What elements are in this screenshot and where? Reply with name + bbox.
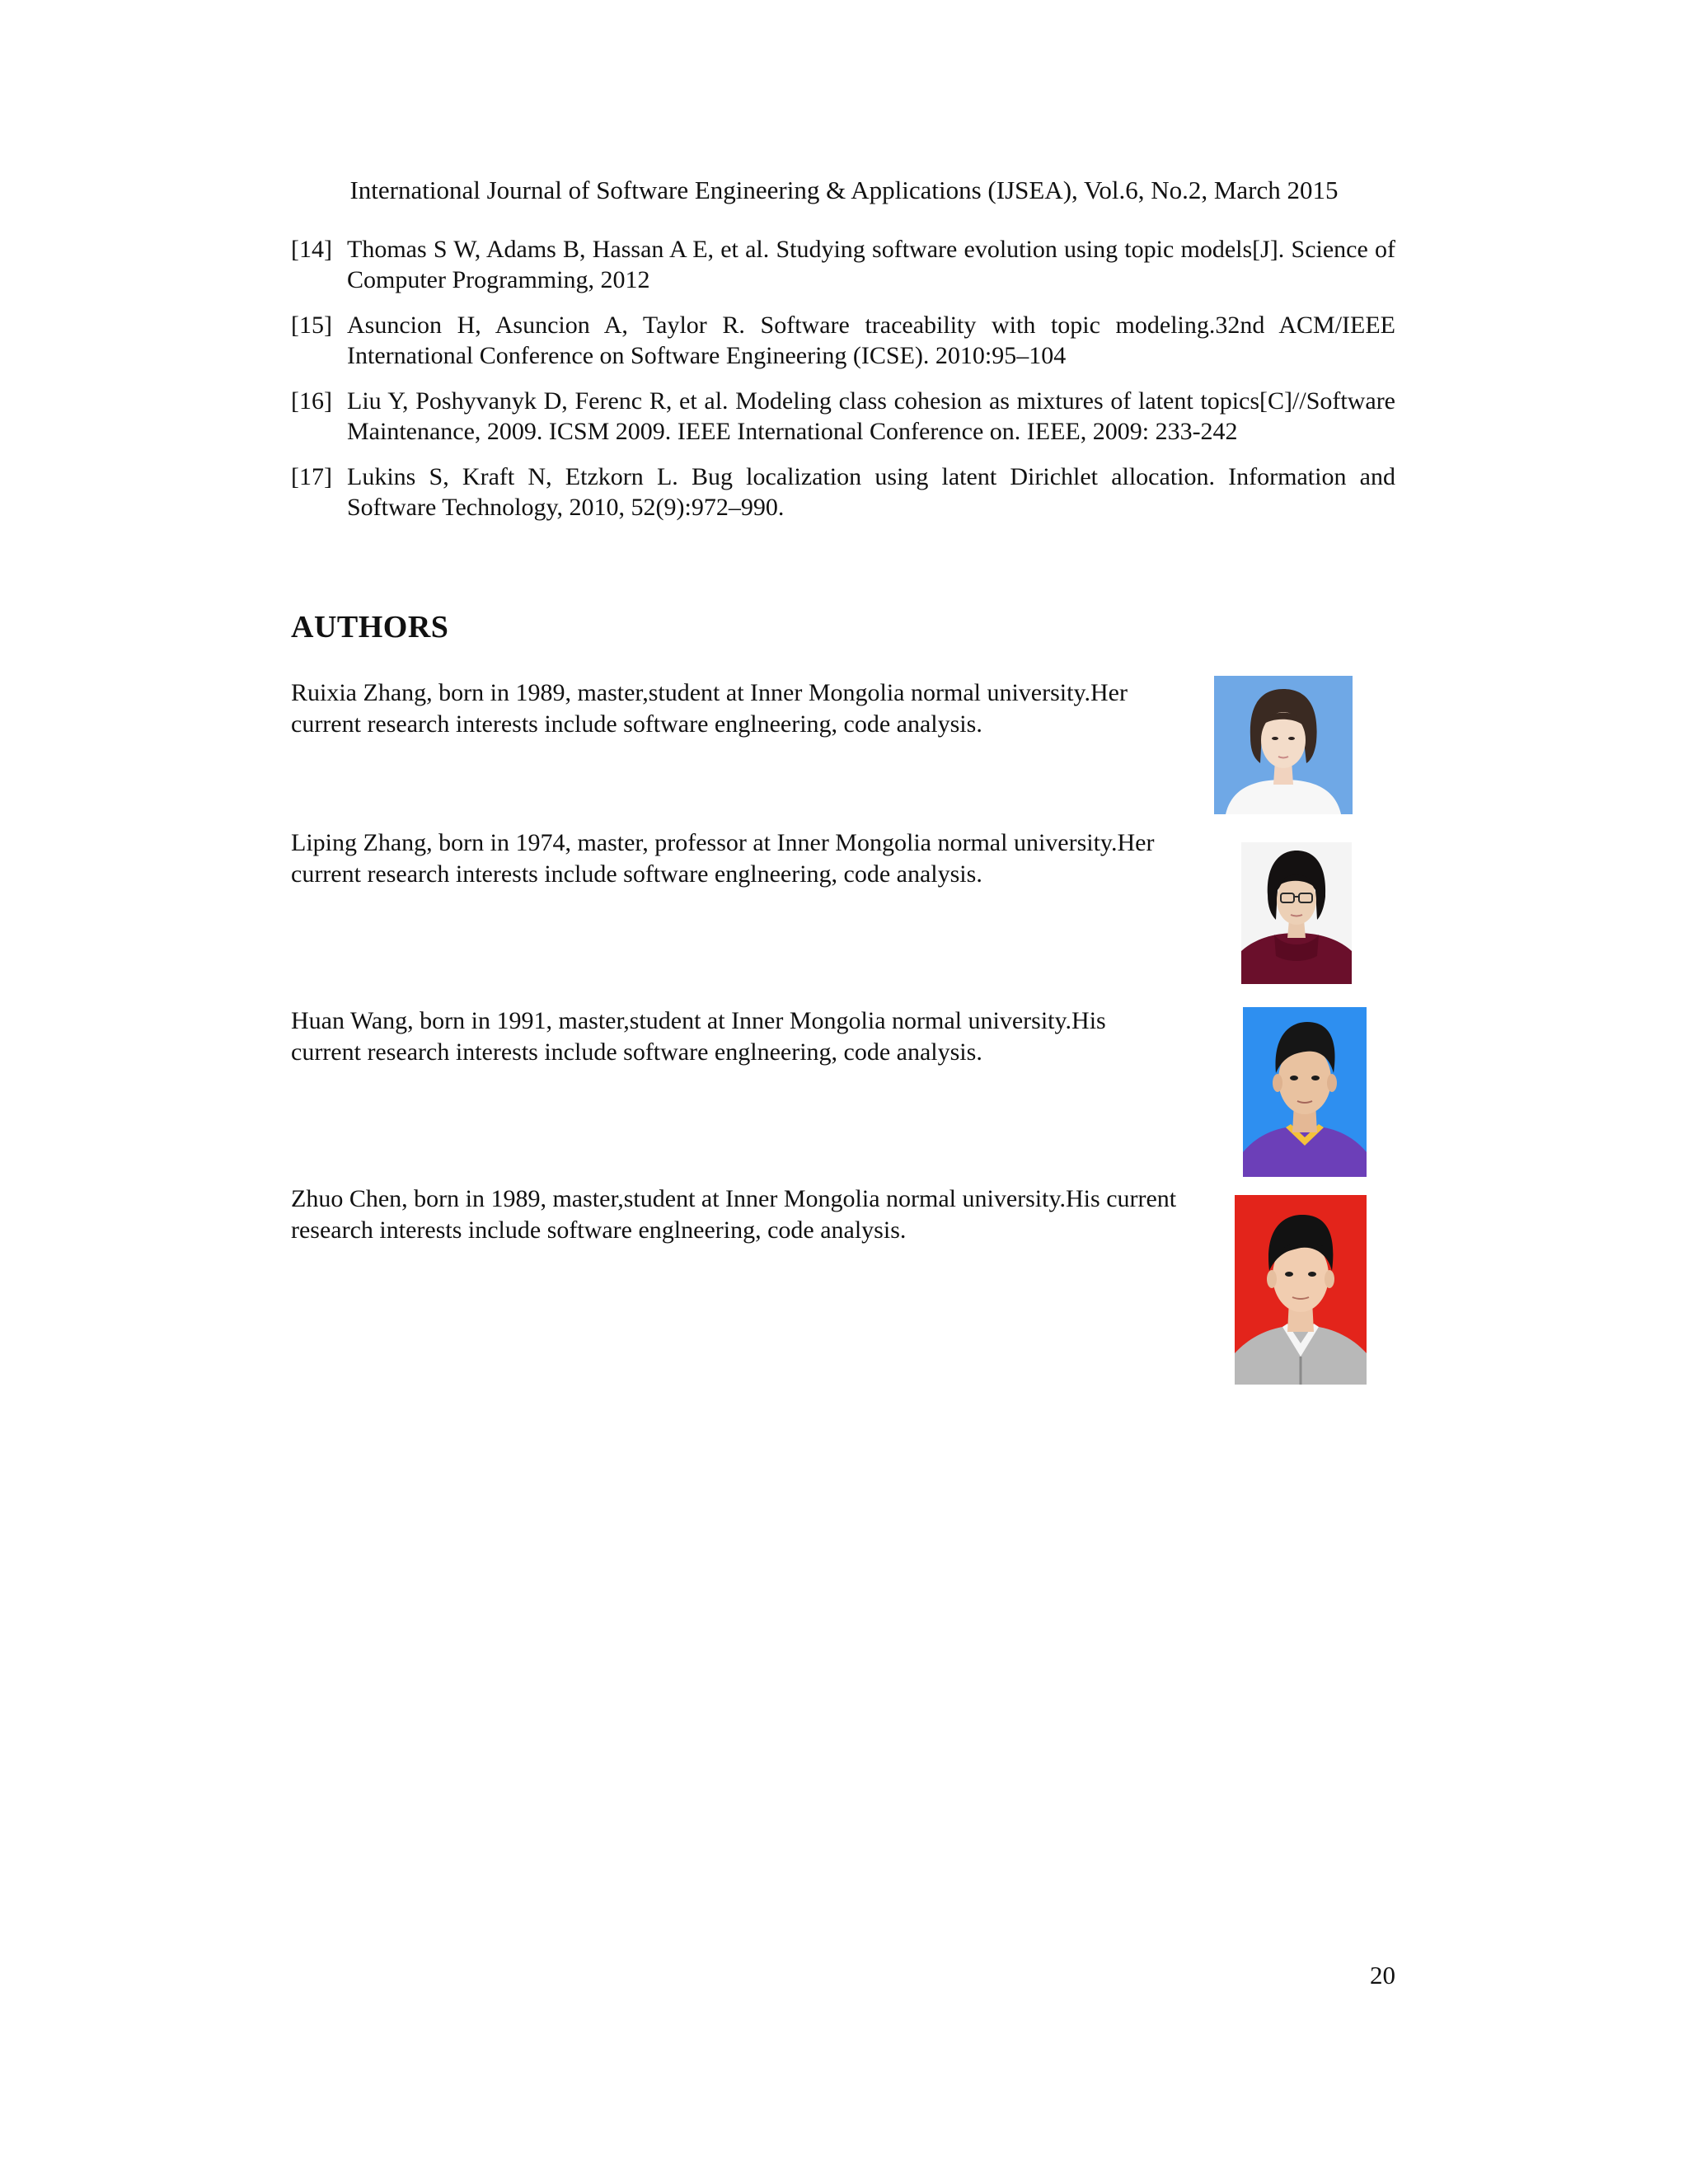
reference-number: [14] (291, 236, 332, 263)
author-photo-zhuo-chen (1235, 1195, 1367, 1385)
portrait-image (1235, 1195, 1367, 1385)
reference-list (291, 234, 1395, 537)
reference-item (291, 310, 1395, 371)
author-photo-ruixia-zhang (1214, 676, 1353, 814)
reference-number: [15] (291, 312, 332, 339)
reference-number: [17] (291, 463, 332, 490)
authors-heading: AUTHORS (291, 610, 449, 644)
reference-item (291, 386, 1395, 447)
portrait-image (1243, 1007, 1367, 1177)
reference-text: Thomas S W, Adams B, Hassan A E, et al. Studying software evolution using topic models[J]. Science of Computer Programming, 2012 (347, 236, 1395, 293)
page-number: 20 (1370, 1961, 1395, 1990)
portrait-image (1214, 676, 1353, 814)
reference-text: Lukins S, Kraft N, Etzkorn L. Bug localization using latent Dirichlet allocation. Information and Software Technology, 2010, 52(9):972–990. (347, 463, 1395, 521)
author-bio-liping-zhang: Liping Zhang, born in 1974, master, professor at Inner Mongolia normal university.Her current research interests include software englneering, code analysis. (291, 829, 1155, 888)
author-bio-huan-wang: Huan Wang, born in 1991, master,student at Inner Mongolia normal university.His current research interests include software englneering, code analysis. (291, 1007, 1106, 1066)
author-photo-liping-zhang (1241, 842, 1352, 984)
portrait-image (1241, 842, 1352, 984)
author-bio-ruixia-zhang: Ruixia Zhang, born in 1989, master,student at Inner Mongolia normal university.Her current research interests include software englneering, code analysis. (291, 679, 1128, 738)
reference-item (291, 462, 1395, 523)
running-header: International Journal of Software Engineering & Applications (IJSEA), Vol.6, No.2, March 2015 (349, 176, 1339, 204)
reference-item (291, 234, 1395, 295)
reference-text: Asuncion H, Asuncion A, Taylor R. Software traceability with topic modeling.32nd ACM/IEEE International Conference on Software Engineering (ICSE). 2010:95–104 (347, 312, 1395, 369)
reference-number: [16] (291, 387, 332, 415)
reference-text: Liu Y, Poshyvanyk D, Ferenc R, et al. Modeling class cohesion as mixtures of latent topics[C]//Software Maintenance, 2009. ICSM 2009. IEEE International Conference on. IEEE, 2009: 233-242 (347, 387, 1395, 445)
author-bio-zhuo-chen: Zhuo Chen, born in 1989, master,student at Inner Mongolia normal university.His current research interests include software englneering, code analysis. (291, 1185, 1177, 1244)
author-photo-huan-wang (1243, 1007, 1367, 1177)
